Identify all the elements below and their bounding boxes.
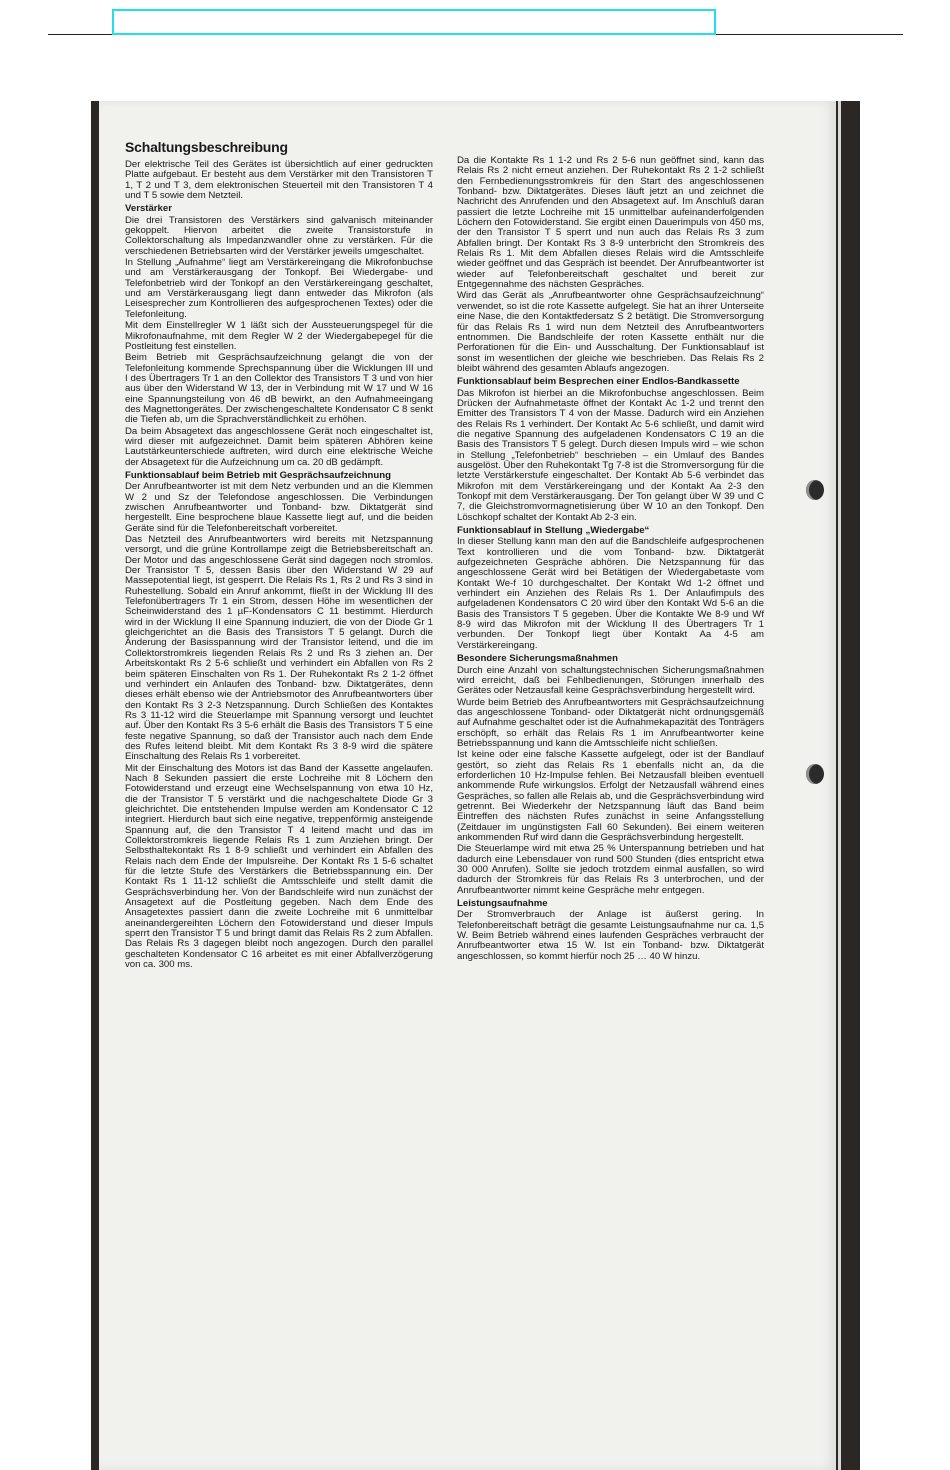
paragraph: Die drei Transistoren des Verstärkers sind galvanisch miteinander gekoppelt. Hiervon arbeitet die zweite Transistorstufe in Collektorschaltung als Impedanzwandler ohne zu verstärken. Für die verschiedenen Betriebsarten wird der Verstärker jeweils umgeschaltet.	[125, 214, 433, 257]
paragraph: Da beim Absagetext das angeschlossene Gerät noch eingeschaltet ist, wird dieser mit aufgezeichnet. Damit beim späteren Abhören keine Lautstärkeunterschiede auftreten, wird durch eine elektrische Weiche der Absagetext für die Aufzeichnung um ca. 20 dB gedämpft.	[125, 425, 433, 468]
paragraph: In dieser Stellung kann man den auf die Bandschleife aufgesprochenen Text kontrollieren und die vom Tonband- bzw. Diktatgerät aufgezeichneten Gespräche abhören. Die Netzspannung für das angeschlossene Gerät wird bei Betätigen der Wiedergabetaste vom Kontakt We-f 10 durchgeschaltet. Der Kontakt Wd 1-2 öffnet und verhindert ein Anziehen des Relais Rs 1. Der Anlaufimpuls des aufgeladenen Kondensators C 20 wird über den Kontakt Wd 5-6 an die Basis des Transistors T 5 gegeben. Über die Kontakte We 8-9 und Wf 8-9 wird das Mikrofon mit der Wicklung II des Übertragers Tr 1 verbunden. Der Tonkopf liegt über Kontakt Aa 4-5 am Verstärkereingang.	[457, 536, 764, 651]
left-column	[125, 160, 433, 971]
paragraph: Mit dem Einstellregler W 1 läßt sich der Aussteuerungspegel für die Mikrofonaufnahme, mit dem Regler W 2 der Wiedergabepegel für die Postleitung fest einstellen.	[125, 320, 433, 352]
paragraph: In Stellung „Aufnahme“ liegt am Verstärkereingang die Mikrofonbuchse und am Verstärkerausgang der Tonkopf. Bei Wiedergabe- und Telefonbetrieb wird der Tonkopf an den Verstärkereingang geschaltet, und am Verstärkerausgang liegt dann entweder das Mikrofon (als Leisesprecher zum Kontrollieren des aufgesprochenen Textes) oder die Telefonleitung.	[125, 257, 433, 320]
paragraph: Das Netzteil des Anrufbeantworters wird bereits mit Netzspannung versorgt, und die grüne Kontrollampe zeigt die Betriebsbereitschaft an. Der Motor und das angeschlossene Gerät sind dagegen noch stromlos. Der Transistor T 5, dessen Basis über den Widerstand W 29 auf Massepotential liegt, ist gesperrt. Die Relais Rs 1, Rs 2 und Rs 3 sind in Ruhestellung. Sobald ein Anruf ankommt, fließt in der Wicklung III des Telefonübertragers Tr 1 ein Strom, dessen Höhe im wesentlichen der Scheinwiderstand des 1 µF-Kondensators C 11 bestimmt. Hierdurch wird in der Wicklung II eine Spannung induziert, die von der Diode Gr 1 gleichgerichtet an die Basis des Transistors T 5 gelangt. Durch die Änderung der Basisspannung wird der Transistor leitend, und die im Collektorstromkreis liegenden Relais Rs 2 und Rs 3 ziehen an. Der Arbeitskontakt Rs 2 5-6 schließt und verhindert ein Abfallen von Rs 2 beim späteren Einschalten von Rs 1. Der Ruhekontakt Rs 2 1-2 öffnet und verhindert ein Anlaufen des Tonband- bzw. Diktatgerätes, denn dieses erhält ebenso wie der Antriebsmotor des Anrufbeantworters über den Kontakt Rs 3 2-3 Netzspannung. Durch Schließen des Kontaktes Rs 3 11-12 wird die Steuerlampe mit Spannung versorgt und leuchtet auf. Über den Kontakt Rs 3 5-6 erhält die Basis des Transistors T 5 eine feste negative Spannung, so daß der Transistor auch nach dem Ende des Rufes leitend bleibt. Mit dem Kontakt Rs 3 8-9 wird die spätere Einschaltung des Relais Rs 1 vorbereitet.	[125, 534, 433, 763]
paragraph: Der Stromverbrauch der Anlage ist äußerst gering. In Telefonbereitschaft beträgt die gesamte Leistungsaufnahme nur ca. 1,5 W. Beim Betrieb während eines laufenden Gespräches verbraucht der Anrufbeantworter etwa 15 W. Ist ein Tonband- bzw. Diktatgerät angeschlossen, so kommt hierfür noch 25 … 40 W hinzu.	[457, 909, 764, 962]
paragraph: Durch eine Anzahl von schaltungstechnischen Sicherungsmaßnahmen wird erreicht, daß bei Fehlbedienungen, Störungen innerhalb des Gerätes oder Netzausfall keine Gesprächsverbindung hergestellt wird.	[457, 664, 764, 697]
paragraph: Wurde beim Betrieb des Anrufbeantworters mit Gesprächsaufzeichnung das angeschlossene Tonband- oder Diktatgerät nicht ordnungsgemäß auf Aufnahme geschaltet oder ist die Aufnahmekapazität des Tonträgers erschöpft, so erhält das Relais Rs 1 im Anrufbeantworter keine Betriebsspannung und kann die Amtsschleife nicht schließen.	[457, 696, 764, 749]
punch-hole	[806, 480, 824, 500]
document-title: Schaltungsbeschreibung	[125, 139, 288, 155]
paragraph: Das Mikrofon ist hierbei an die Mikrofonbuchse angeschlossen. Beim Drücken der Aufnahmetaste öffnet der Kontakt Ac 1-2 und trennt den Emitter des Transistors T 4 von der Masse. Dadurch wird ein Anziehen des Relais Rs 1 verhindert. Der Kontakt Ac 5-6 schließt, und damit wird die negative Spannung des aufgeladenen Kondensators C 19 an die Basis des Transistors T 5 gelegt. Durch diesen Impuls wird – wie schon in Stellung „Telefonbetrieb“ beschrieben – ein Umlauf des Bandes ausgelöst. Über den Ruhekontakt Tg 7-8 ist die Stromversorgung für die letzte Verstärkerstufe eingeschaltet. Der Kontakt Ab 5-6 verbindet das Mikrofon mit dem Verstärkereingang und der Kontakt Aa 2-3 den Tonkopf mit dem Verstärkerausgang. Der Ton gelangt über W 39 und C 7, die Gleichstromvormagnetisierung über W 10 an den Tonkopf. Den Löschkopf schaltet der Kontakt Ab 2-3 ein.	[457, 387, 764, 523]
section-heading: Funktionsablauf beim Besprechen einer Endlos-Bandkassette	[457, 376, 740, 388]
paragraph: Die Steuerlampe wird mit etwa 25 % Unterspannung betrieben und hat dadurch eine Lebensdauer von rund 500 Stunden (dies entspricht etwa 30 000 Anrufen). Sollte sie jedoch trotzdem einmal ausfallen, so wird dadurch der Stromkreis für das Relais Rs 3 unterbrochen, und der Anrufbeantworter nimmt keine Gespräche mehr entgegen.	[457, 843, 764, 896]
punch-hole	[806, 764, 824, 784]
paragraph: Mit der Einschaltung des Motors ist das Band der Kassette angelaufen. Nach 8 Sekunden passiert die erste Lochreihe mit 8 Löchern den Fotowiderstand und erzeugt eine Wechselspannung von etwa 10 Hz, die der Transistor T 5 verstärkt und die nachgeschaltete Diode Gr 3 gleichrichtet. Die entstehenden Impulse werden am Kondensator C 12 integriert. Hierdurch baut sich eine negative, treppenförmig ansteigende Spannung auf, die den Transistor T 4 leitend macht und das im Collektorstromkreis liegende Relais Rs 1 zum Anziehen bringt. Der Selbsthaltekontakt Rs 1 8-9 schließt und verhindert ein Abfallen des Relais nach dem Ende der Impulsreihe. Der Kontakt Rs 1 5-6 schaltet für die letzte Stufe des Verstärkers die Betriebsspannung ein. Der Kontakt Rs 1 11-12 schließt die Amtsschleife und stellt damit die Gesprächsverbindung her. Von der Bandschleife wird nun zunächst der Ansagetext auf die Postleitung gegeben. Nach dem Ende des Ansagetextes passiert dann die zweite Lochreihe mit 6 unmittelbar aneinandergereihten Löchern den Fotowiderstand und dieser Impuls sperrt den Transistor T 5 und bringt damit das Relais Rs 2 zum Abfallen. Das Relais Rs 3 dagegen bleibt noch angezogen. Durch den parallel geschalteten Kondensator C 16 arbeitet es mit einer Abfallverzögerung von ca. 300 ms.	[125, 762, 433, 971]
section-heading: Leistungsaufnahme	[457, 898, 548, 910]
section-heading: Besondere Sicherungsmaßnahmen	[457, 653, 619, 665]
paragraph: Ist keine oder eine falsche Kassette aufgelegt, oder ist der Bandlauf gestört, so zieht das Relais Rs 1 ebenfalls nicht an, da die erforderlichen 10 Hz-Impulse fehlen. Bei Netzausfall bleiben eventuell ankommende Rufe wirkungslos. Erfolgt der Netzausfall während eines Gespräches, so fallen alle Relais ab, und die Gesprächsverbindung wird getrennt. Bei Wiederkehr der Netzspannung läuft das Band beim Eintreffen des nächsten Rufes zunächst in seine Anfangsstellung (Zeitdauer im ungünstigsten Fall 60 Sekunden). Bei einem weiteren ankommenden Ruf wird dann die Gesprächsverbindung hergestellt.	[457, 749, 764, 843]
search-input-box[interactable]	[112, 9, 716, 35]
right-column	[457, 156, 764, 963]
paragraph: Wird das Gerät als „Anrufbeantworter ohne Gesprächsaufzeichnung“ verwendet, so ist die rote Kassette aufgelegt. Sie hat an ihrer Unterseite eine Nase, die den Kontaktfedersatz S 2 betätigt. Die Stromversorgung für das Relais Rs 1 wird nun dem Netzteil des Anrufbeantworters entnommen. Die Bandschleife der roten Kassette enthält nur die Perforationen für die Ein- und Ausschaltung. Der Funktionsablauf ist sonst im wesentlichen der gleiche wie beschrieben. Das Relais Rs 2 bleibt während des gesamten Ablaufs angezogen.	[457, 290, 764, 374]
paragraph: Der Anrufbeantworter ist mit dem Netz verbunden und an die Klemmen W 2 und Sz der Telefondose angeschlossen. Die Verbindungen zwischen Anrufbeantworter und Tonband- bzw. Diktatgerät sind hergestellt. Eine besprochene blaue Kassette liegt auf, und die beiden Geräte sind für die Telefonbereitschaft vorbereitet.	[125, 481, 433, 534]
page-edge	[838, 101, 841, 1470]
paragraph: Beim Betrieb mit Gesprächsaufzeichnung gelangt die von der Telefonleitung kommende Sprechspannung über die Wicklungen III und I des Übertragers Tr 1 an den Collektor des Transistors T 3 und von hier aus über den Widerstand W 13, der in Verbindung mit W 17 und W 16 eine Spannungsteilung von 46 dB bewirkt, an den Aufnahmeeingang des Magnettongerätes. Der zwischengeschaltete Kondensator C 8 senkt die Tiefen ab, um die Sprachverständlichkeit zu erhöhen.	[125, 352, 433, 426]
section-heading: Funktionsablauf beim Betrieb mit Gesprächsaufzeichnung	[125, 469, 392, 481]
section-heading: Funktionsablauf in Stellung „Wiedergabe“	[457, 525, 650, 537]
section-heading: Verstärker	[125, 203, 172, 215]
paragraph: Da die Kontakte Rs 1 1-2 und Rs 2 5-6 nun geöffnet sind, kann das Relais Rs 2 nicht erneut anziehen. Der Ruhekontakt Rs 2 1-2 schließt den Fernbedienungsstromkreis für den Start des angeschlossenen Tonband- bzw. Diktatgerätes. Dieses läuft jetzt an und zeichnet die Nachricht des Anrufenden und den Absagetext auf. Im Anschluß daran passiert die letzte Lochreihe mit 15 unmittelbar aufeinanderfolgenden Löchern den Fotowiderstand. Sie ergibt einen Dauerimpuls von 450 ms, der den Transistor T 5 sperrt und nun auch das Relais Rs 3 zum Abfallen bringt. Der Kontakt Rs 3 8-9 unterbricht den Stromkreis des Relais Rs 1. Mit dem Abfallen dieses Relais wird die Amtsschleife wieder geöffnet und das Gespräch ist beendet. Der Anrufbeantworter ist wieder auf Telefonbereitschaft geschaltet und bereit zur Entgegennahme des nächsten Gespräches.	[457, 155, 764, 291]
paragraph: Der elektrische Teil des Gerätes ist übersichtlich auf einer gedruckten Platte aufgebaut. Er besteht aus dem Verstärker mit den Transistoren T 1, T 2 und T 3, dem elektronischen Steuerteil mit den Transistoren T 4 und T 5 sowie dem Netzteil.	[125, 159, 433, 202]
